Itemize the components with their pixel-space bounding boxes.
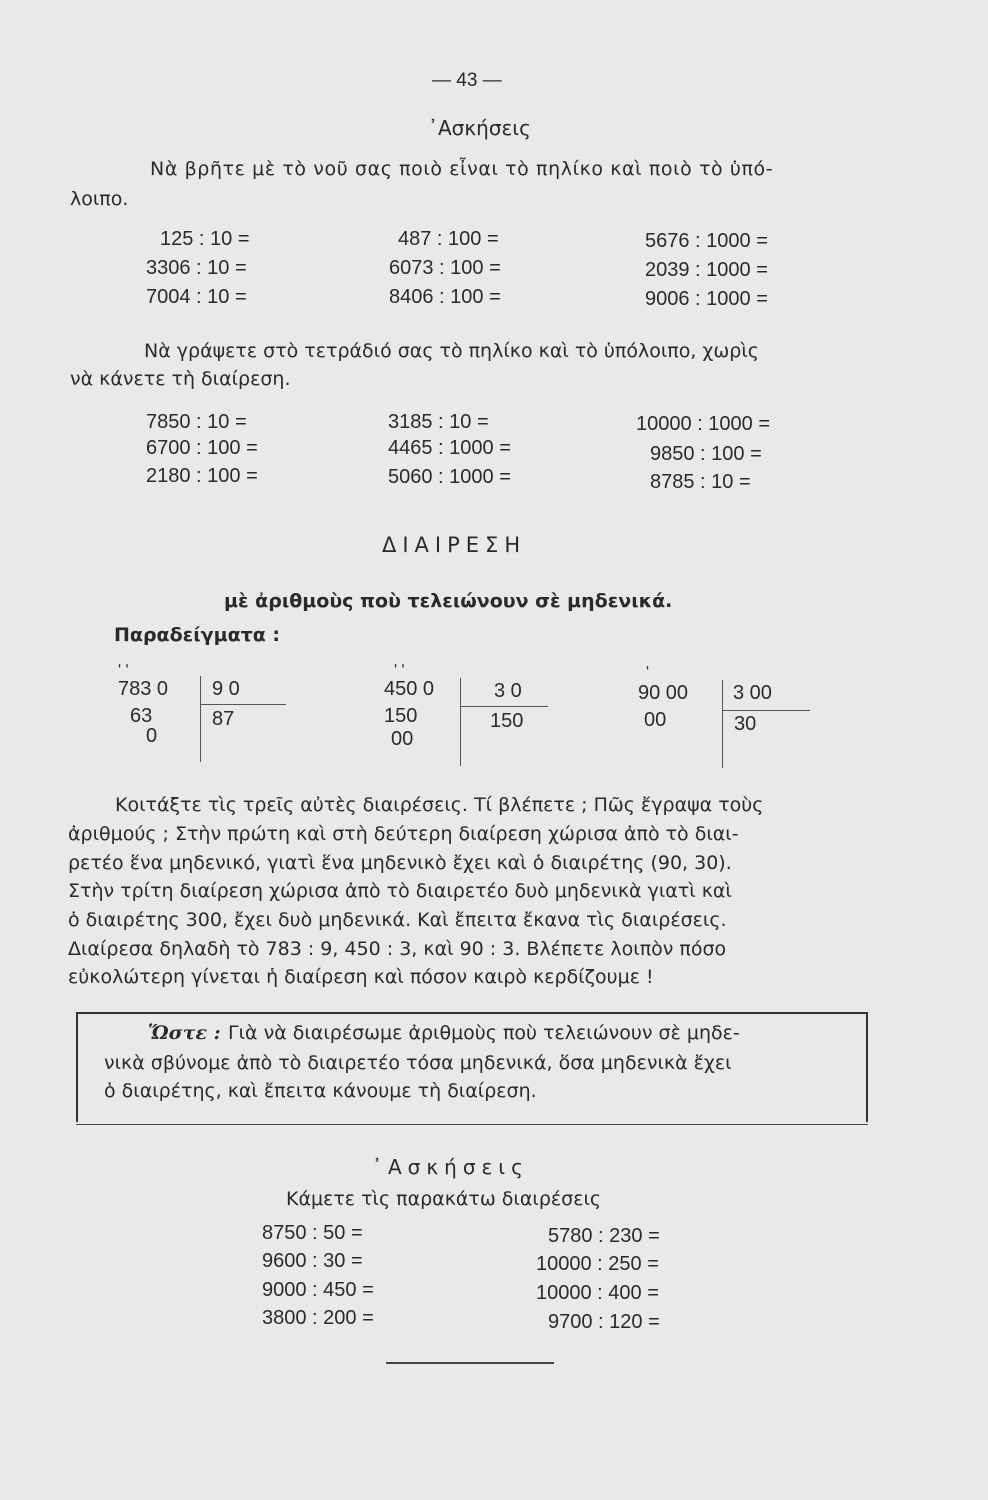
exercise-4-b: 3185 : 10 = <box>388 411 489 433</box>
exercise-5-b: 4465 : 1000 = <box>388 437 511 459</box>
example-3-quotient: 30 <box>734 713 757 735</box>
exercise-2-c: 2039 : 1000 = <box>645 259 768 281</box>
bottom-divider <box>386 1362 554 1364</box>
exercise-9-a: 9000 : 450 = <box>262 1279 374 1301</box>
exercise-5-a: 6700 : 100 = <box>146 437 258 459</box>
rule-line-2: νικὰ σβύνομε ἀπὸ τὸ διαιρετέο τόσα μηδενικά, ὅσα μηδενικὰ ἔχει <box>104 1052 732 1074</box>
example-1-divisor: 9 0 <box>212 678 240 700</box>
rule-label: Ὥστε : <box>148 1022 221 1044</box>
example-3-horizontal-bar <box>722 710 810 711</box>
exercise-4-c: 10000 : 1000 = <box>636 413 771 435</box>
example-2-dividend: 450 0 <box>384 678 435 700</box>
page-number: — 43 — <box>432 70 502 91</box>
exercise-7-a: 8750 : 50 = <box>262 1222 363 1244</box>
section-3-subtitle: Κάμετε τὶς παρακάτω διαιρέσεις <box>286 1188 602 1210</box>
explanation-line-5: ὁ διαιρέτης 300, ἔχει δυὸ μηδενικά. Καὶ ἔπειτα ἔκανα τὶς διαιρέσεις. <box>68 909 727 931</box>
rule-box-bottom-border <box>76 1124 868 1125</box>
explanation-line-4: Στὴν τρίτη διαίρεση χώρισα ἀπὸ τὸ διαιρετέο δυὸ μηδενικὰ γιατὶ καὶ <box>68 880 732 902</box>
example-2-step-2: 00 <box>391 728 414 750</box>
exercise-7-b: 5780 : 230 = <box>548 1225 660 1247</box>
division-heading: ΔΙΑΙΡΕΣΗ <box>382 533 527 557</box>
examples-label: Παραδείγματα : <box>114 624 281 646</box>
example-2-divisor: 3 0 <box>494 680 522 702</box>
example-2-horizontal-bar <box>460 706 548 707</box>
division-subheading: μὲ ἀριθμοὺς ποὺ τελειώνουν σὲ μηδενικά. <box>224 590 673 612</box>
example-1-step-2: 0 <box>146 725 158 747</box>
section-1-instruction-line-1: Νὰ βρῆτε μὲ τὸ νοῦ σας ποιὸ εἶναι τὸ πηλίκο καὶ ποιὸ τὸ ὑπό- <box>150 158 774 180</box>
explanation-line-1: Κοιτάξτε τὶς τρεῖς αὐτὲς διαιρέσεις. Τί βλέπετε ; Πῶς ἔγραψα τοὺς <box>115 794 764 816</box>
example-3-step-1: 00 <box>644 709 667 731</box>
section-1-instruction-line-2: λοιπο. <box>70 188 129 210</box>
section-1-title: ᾿Ασκήσεις <box>428 116 531 140</box>
exercise-10-b: 9700 : 120 = <box>548 1311 660 1333</box>
exercise-1-a: 125 : 10 = <box>160 228 250 250</box>
rule-line-3: ὁ διαιρέτης, καὶ ἔπειτα κάνουμε τὴ διαίρεση. <box>104 1080 537 1102</box>
exercise-10-a: 3800 : 200 = <box>262 1307 374 1329</box>
exercise-2-b: 6073 : 100 = <box>389 257 501 279</box>
explanation-line-6: Διαίρεσα δηλαδὴ τὸ 783 : 9, 450 : 3, καὶ 90 : 3. Βλέπετε λοιπὸν πόσο <box>68 938 727 960</box>
rule-box-top-border <box>76 1012 868 1014</box>
example-1-dividend: 783 0 <box>118 678 169 700</box>
exercise-4-a: 7850 : 10 = <box>146 411 247 433</box>
section-2-instruction-line-2: νὰ κάνετε τὴ διαίρεση. <box>70 368 291 390</box>
example-1-step-1: 63 <box>130 705 153 727</box>
exercise-8-b: 10000 : 250 = <box>536 1253 659 1275</box>
explanation-line-2: ἀριθμούς ; Στὴν πρώτη καὶ στὴ δεύτερη διαίρεση χώρισα ἀπὸ τὸ διαι- <box>68 823 739 845</box>
exercise-8-a: 9600 : 30 = <box>262 1250 363 1272</box>
example-3-dividend: 90 00 <box>638 682 689 704</box>
exercise-3-b: 8406 : 100 = <box>389 286 501 308</box>
exercise-2-a: 3306 : 10 = <box>146 257 247 279</box>
example-3-marks: ʹ <box>646 664 650 681</box>
exercise-5-c: 9850 : 100 = <box>650 443 762 465</box>
exercise-3-a: 7004 : 10 = <box>146 286 247 308</box>
example-1-vertical-bar <box>200 676 201 762</box>
example-3-vertical-bar <box>722 680 723 768</box>
example-2-marks: ʹ ʹ <box>394 662 405 679</box>
explanation-line-3: ρετέο ἕνα μηδενικό, γιατὶ ἕνα μηδενικὸ ἔχει καὶ ὁ διαιρέτης (90, 30). <box>68 852 732 874</box>
section-2-instruction-line-1: Νὰ γράψετε στὸ τετράδιό σας τὸ πηλίκο καὶ τὸ ὑπόλοιπο, χωρὶς <box>144 340 759 362</box>
exercise-1-c: 5676 : 1000 = <box>645 230 768 252</box>
exercise-6-a: 2180 : 100 = <box>146 465 258 487</box>
exercise-6-c: 8785 : 10 = <box>650 471 751 493</box>
section-3-title: ᾿Ασκήσεις <box>372 1155 529 1179</box>
exercise-3-c: 9006 : 1000 = <box>645 288 768 310</box>
rule-line-1: Γιὰ νὰ διαιρέσωμε ἀριθμοὺς ποὺ τελειώνουν σὲ μηδε- <box>228 1022 740 1044</box>
example-1-marks: ʹ ʹ <box>118 662 129 679</box>
example-2-vertical-bar <box>460 678 461 766</box>
example-3-divisor: 3 00 <box>733 682 772 704</box>
example-2-step-1: 150 <box>384 705 418 727</box>
example-2-quotient: 150 <box>490 710 524 732</box>
example-1-quotient: 87 <box>212 708 235 730</box>
example-1-horizontal-bar <box>200 704 286 705</box>
exercise-6-b: 5060 : 1000 = <box>388 466 511 488</box>
exercise-1-b: 487 : 100 = <box>398 228 499 250</box>
explanation-line-7: εὐκολώτερη γίνεται ἡ διαίρεση καὶ πόσον καιρὸ κερδίζουμε ! <box>68 966 654 988</box>
exercise-9-b: 10000 : 400 = <box>536 1282 659 1304</box>
